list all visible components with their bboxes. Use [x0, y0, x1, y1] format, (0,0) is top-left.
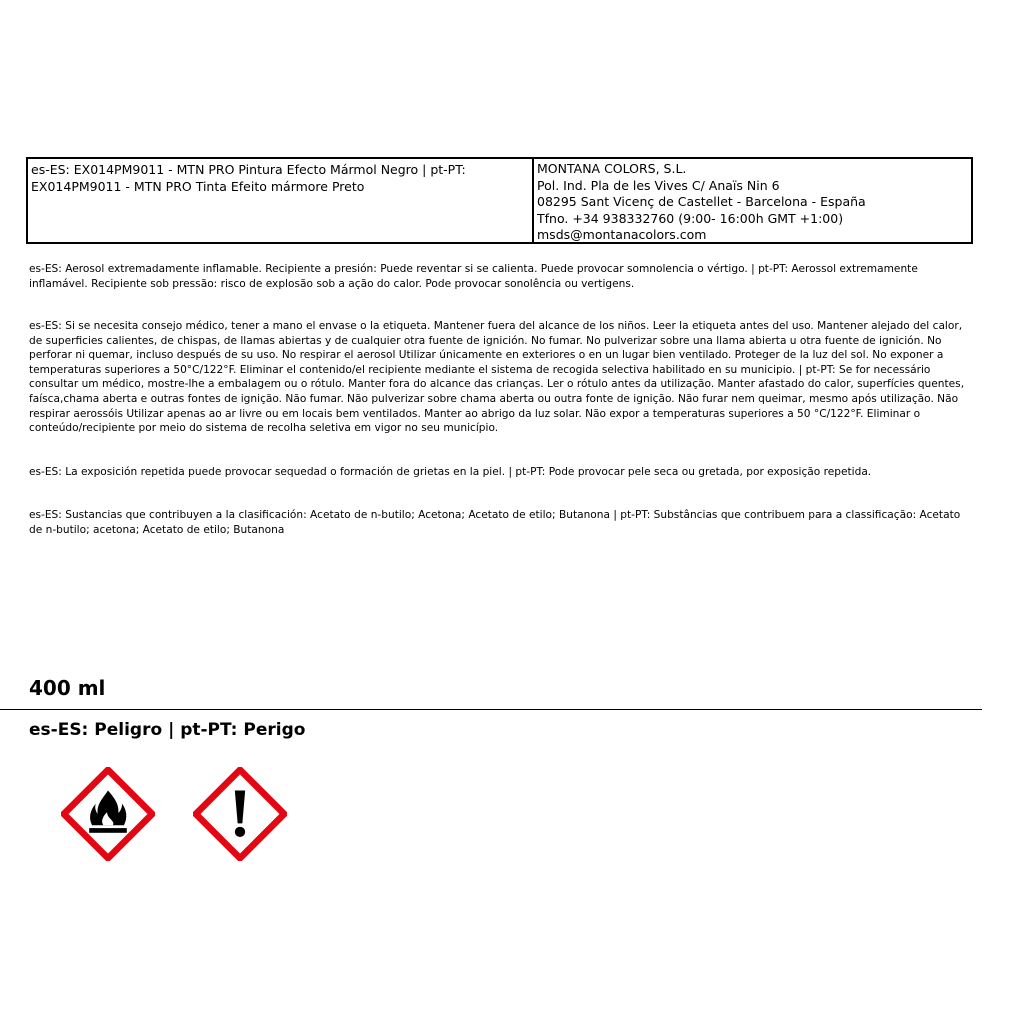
- supplier-phone: Tfno. +34 938332760 (9:00- 16:00h GMT +1:00): [537, 210, 844, 226]
- exposure-statement: es-ES: La exposición repetida puede provocar sequedad o formación de grietas en la piel. | pt-PT: Pode provocar pele seca ou gretada, por exposição repetida.: [29, 466, 872, 478]
- exclamation-mark-icon: [193, 767, 287, 861]
- classification-substances: es-ES: Sustancias que contribuyen a la clasificación: Acetato de n-butilo; Acetona; Acetato de etilo; Butanona | pt-PT: Substâncias que contribuem para a classificação: Acetato de n-butilo; acetona; Acetato de etilo; Butanona: [29, 509, 961, 536]
- hazard-statements: es-ES: Aerosol extremadamente inflamable. Recipiente a presión: Puede reventar si se calienta. Puede provocar somnolencia o vértigo. | pt-PT: Aerossol extremamente inflamável. Recipiente sob pressão: risco de explosão sob a ação do calor. Pode provocar sonolência ou vertigens.: [29, 263, 918, 290]
- divider: [0, 709, 982, 710]
- supplier-company: MONTANA COLORS, S.L.: [537, 161, 687, 176]
- flame-icon: [61, 767, 155, 861]
- supplier-address: Pol. Ind. Pla de les Vives C/ Anaïs Nin 6: [537, 177, 780, 193]
- supplier-email: msds@montanacolors.com: [537, 227, 707, 243]
- precautionary-statements: es-ES: Si se necesita consejo médico, tener a mano el envase o la etiqueta. Mantener fuera del alcance de los niños. Leer la etiqueta antes del uso. Mantener alejado del calor, de superficies calientes, de chispas, de llamas abiertas y de cualquier otra fuente de ignición. No fumar. No pulverizar sobre una llama abierta u otra fuente de ignición. No perforar ni quemar, incluso después de su uso. No respirar el aerosol Utilizar únicamente en exteriores o en un lugar bien ventilado. Proteger de la luz del sol. No exponer a temperaturas superiores a 50°C/122°F. Eliminar el contenido/el recipiente mediante el sistema de recogida selectiva habilitado en su municipio. | pt-PT: Se for necessário consultar um médico, mostre-lhe a embalagem ou o rótulo. Manter fora do alcance das crianças. Ler o rótulo antes da utilização. Manter afastado do calor, superfícies quentes, faísca,chama aberta e outras fontes de ignição. Não fumar. Não pulverizar sobre chama aberta ou outra fonte de ignição. Não furar nem queimar, mesmo após utilização. Não respirar aerossóis Utilizar apenas ao ar livre ou em locais bem ventilados. Manter ao abrigo da luz solar. Não expor a temperaturas superiores a 50 °C/122°F. Eliminar o conteúdo/recipiente por meio do sistema de recolha seletiva em vigor no seu município.: [29, 320, 965, 435]
- volume: 400 ml: [29, 676, 106, 700]
- label-header-table: [26, 157, 973, 244]
- supplier-info: [534, 159, 971, 242]
- signal-word: es-ES: Peligro | pt-PT: Perigo: [29, 720, 306, 740]
- product-name: es-ES: EX014PM9011 - MTN PRO Pintura Efecto Mármol Negro | pt-PT: EX014PM9011 - MTN PRO Tinta Efeito mármore Preto: [28, 159, 534, 242]
- supplier-city: 08295 Sant Vicenç de Castellet - Barcelona - España: [537, 194, 866, 210]
